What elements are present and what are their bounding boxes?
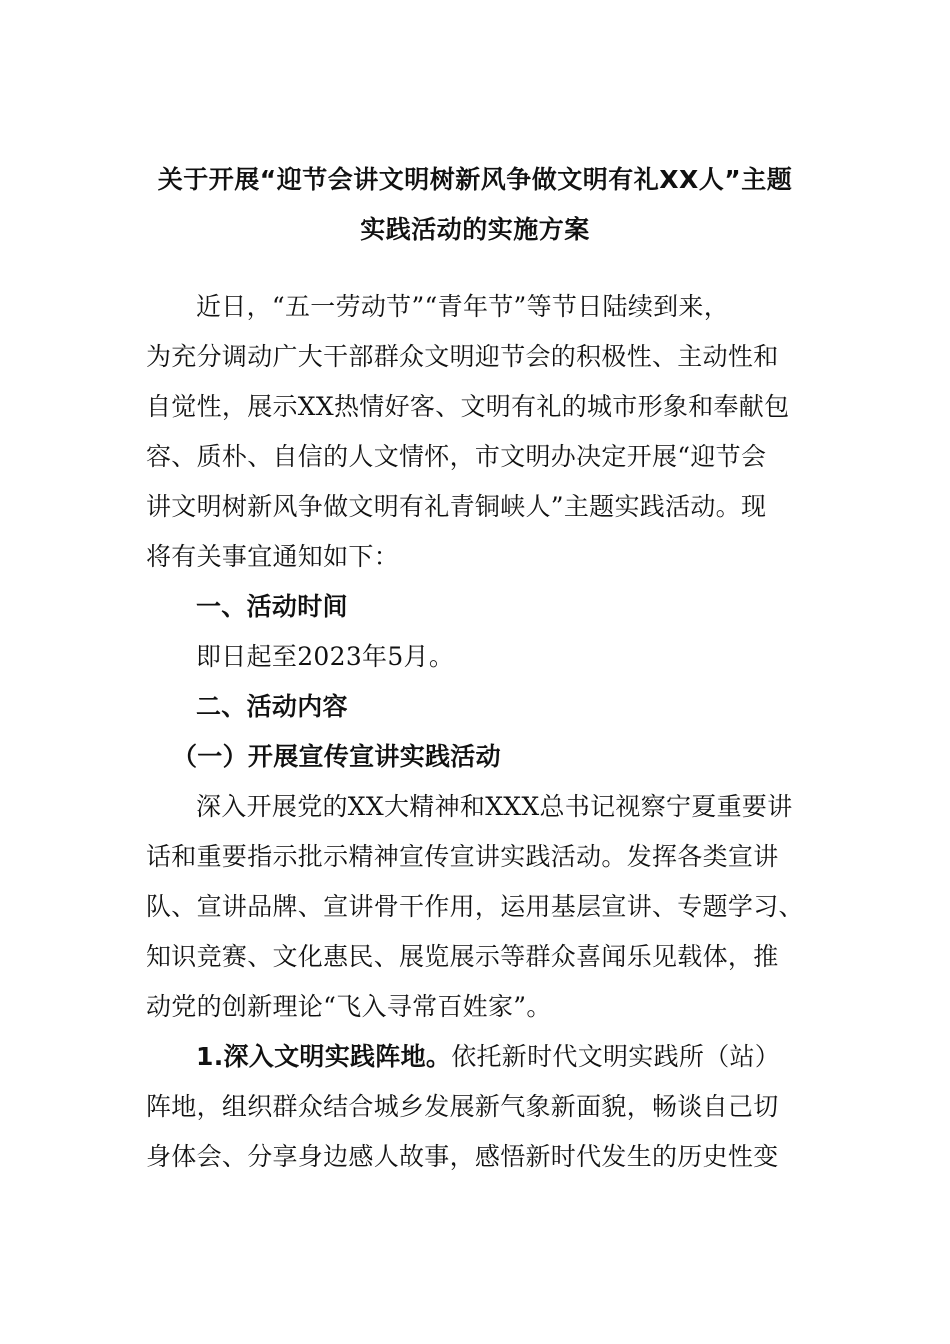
- subsection-paragraph-line: 深入开展党的XX大精神和XXX总书记视察宁夏重要讲: [196, 792, 793, 821]
- intro-paragraph-line: 自觉性，展示XX热情好客、文明有礼的城市形象和奉献包: [146, 392, 790, 421]
- subsection-paragraph-line: 话和重要指示批示精神宣传宣讲实践活动。发挥各类宣讲: [146, 842, 779, 871]
- document-title-line-1: 关于开展“迎节会讲文明树新风争做文明有礼XX人”主题: [157, 165, 793, 194]
- item-1-lead: 1.深入文明实践阵地。: [196, 1042, 452, 1071]
- section-heading-time: 一、活动时间: [196, 592, 348, 621]
- document-title-line-2: 实践活动的实施方案: [360, 215, 590, 244]
- intro-paragraph-line: 将有关事宜通知如下：: [146, 542, 400, 571]
- section-time-text: 即日起至2023年5月。: [196, 642, 455, 671]
- item-1-paragraph-line: 阵地，组织群众结合城乡发展新气象新面貌，畅谈自己切: [146, 1092, 779, 1121]
- intro-paragraph-line: 容、质朴、自信的人文情怀，市文明办决定开展“迎节会: [146, 442, 767, 471]
- subsection-paragraph-line: 动党的创新理论“飞入寻常百姓家”。: [146, 992, 552, 1021]
- section-heading-content: 二、活动内容: [196, 692, 348, 721]
- subsection-paragraph-line: 知识竞赛、文化惠民、展览展示等群众喜闻乐见载体，推: [146, 942, 779, 971]
- item-1-paragraph-line: 身体会、分享身边感人故事，感悟新时代发生的历史性变: [146, 1142, 779, 1171]
- intro-paragraph-line: 讲文明树新风争做文明有礼青铜峡人”主题实践活动。现: [146, 492, 767, 521]
- intro-paragraph-line: 为充分调动广大干部群众文明迎节会的积极性、主动性和: [146, 342, 779, 371]
- subsection-paragraph-line: 队、宣讲品牌、宣讲骨干作用，运用基层宣讲、专题学习、: [146, 892, 804, 921]
- subsection-heading-propaganda: （一）开展宣传宣讲实践活动: [172, 742, 501, 771]
- item-1-first-line: [196, 1037, 780, 1073]
- item-1-first-line-rest: 依托新时代文明实践所（站）: [451, 1042, 781, 1071]
- intro-paragraph-line: 近日，“五一劳动节”“青年节”等节日陆续到来，: [196, 292, 730, 321]
